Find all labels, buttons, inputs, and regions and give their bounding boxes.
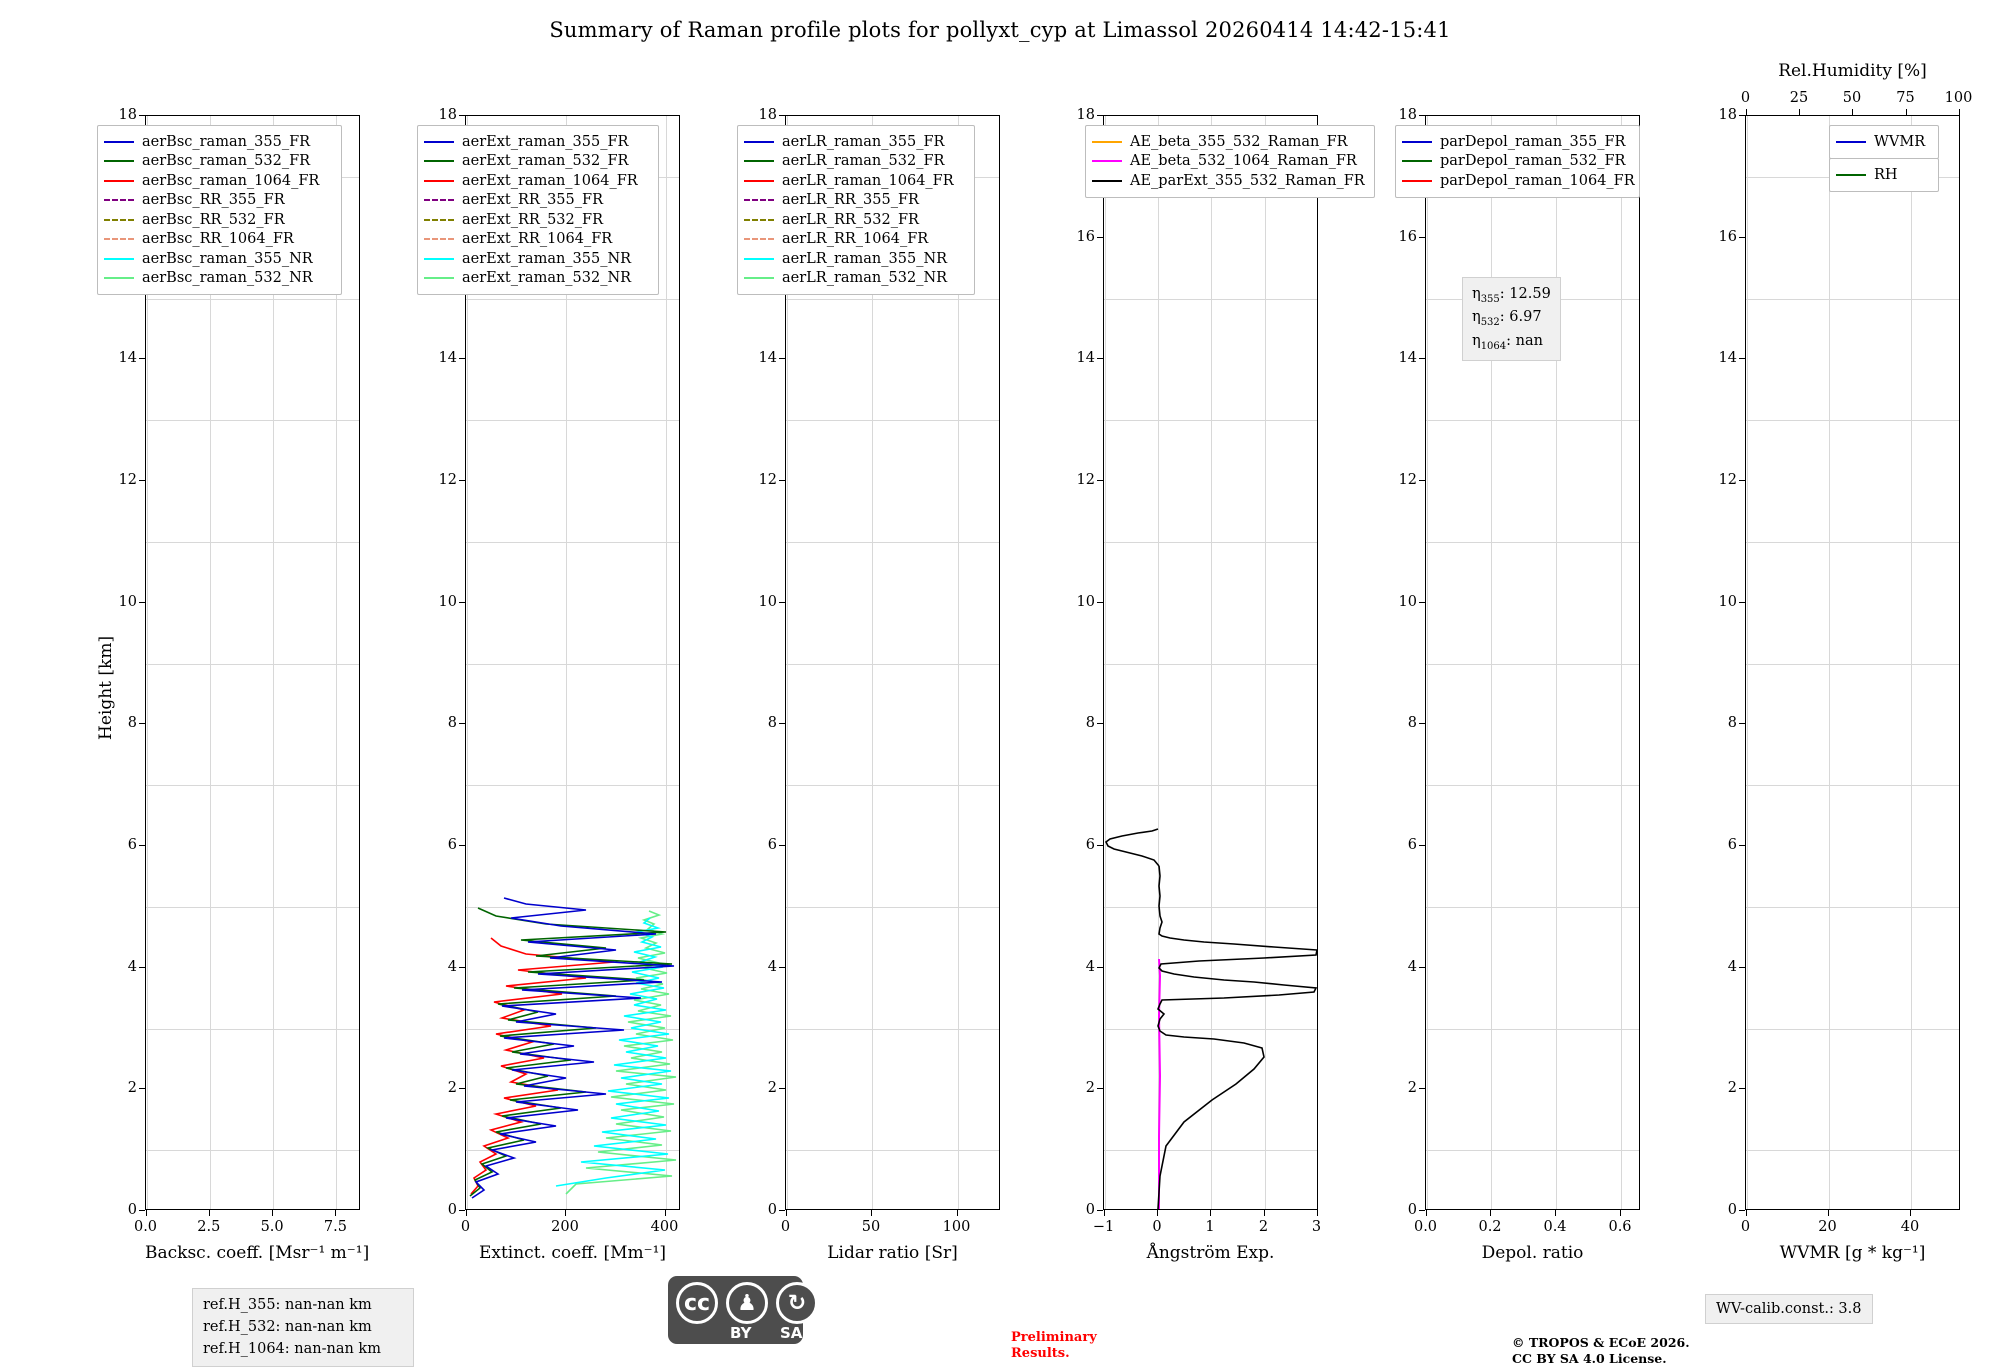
legend-item bbox=[1836, 132, 1930, 152]
y-tick: 8 bbox=[447, 715, 457, 732]
eta-values-box bbox=[1462, 277, 1561, 361]
y-tick: 18 bbox=[438, 107, 457, 123]
panel-extinction bbox=[438, 107, 680, 1263]
y-tick: 0 bbox=[1407, 1202, 1417, 1218]
legend-swatch bbox=[744, 180, 774, 182]
legend-swatch bbox=[104, 160, 134, 162]
legend-swatch bbox=[424, 160, 454, 162]
legend-label: aerLR_raman_355_NR bbox=[782, 250, 948, 267]
legend-label: parDepol_raman_1064_FR bbox=[1440, 172, 1635, 189]
x-tick-top: 75 bbox=[1896, 90, 1915, 106]
legend-swatch bbox=[104, 141, 134, 143]
copyright-note bbox=[1512, 1335, 1690, 1368]
legend-label: aerBsc_raman_532_FR bbox=[142, 153, 311, 169]
eta-532-sub: 532 bbox=[1480, 317, 1500, 329]
y-tick: 16 bbox=[1718, 228, 1737, 245]
legend-label: parDepol_raman_355_FR bbox=[1440, 133, 1626, 150]
y-tick: 2 bbox=[1085, 1080, 1095, 1097]
top-axis-label-rh: Rel.Humidity [%] bbox=[1778, 61, 1927, 81]
x-tick-top: 50 bbox=[1842, 90, 1862, 106]
eta-1064-sub: 1064 bbox=[1480, 340, 1507, 352]
y-tick: 4 bbox=[447, 958, 457, 975]
y-tick: 18 bbox=[1398, 107, 1417, 123]
legend-swatch bbox=[744, 258, 774, 260]
y-tick: 0 bbox=[1085, 1202, 1095, 1218]
legend-label: aerBsc_raman_355_FR bbox=[142, 133, 311, 150]
legend-item bbox=[104, 249, 333, 269]
x-tick-top: 0 bbox=[1740, 90, 1751, 106]
x-tick: 7.5 bbox=[323, 1219, 347, 1235]
legend-swatch bbox=[424, 238, 454, 240]
copyright-line-1: © TROPOS & ECoE 2026. bbox=[1512, 1335, 1690, 1350]
x-tick: 0.2 bbox=[1478, 1219, 1502, 1235]
y-tick: 14 bbox=[758, 350, 777, 367]
y-tick: 6 bbox=[1085, 837, 1095, 853]
legend-label: aerLR_RR_1064_FR bbox=[782, 231, 929, 247]
legend-swatch bbox=[744, 277, 774, 279]
y-tick: 12 bbox=[1718, 472, 1737, 488]
legend-item bbox=[104, 152, 333, 172]
legend-item bbox=[104, 230, 333, 250]
legend-lidar-ratio[interactable] bbox=[737, 125, 975, 295]
legend-item bbox=[104, 269, 333, 289]
eta-1064-row: $\eta_{1064}$: nan bbox=[1472, 332, 1543, 352]
legend-label: aerBsc_raman_355_NR bbox=[142, 250, 313, 267]
y-tick: 4 bbox=[1727, 958, 1737, 975]
legend-label: aerLR_raman_1064_FR bbox=[782, 172, 954, 189]
y-tick: 8 bbox=[1727, 715, 1737, 732]
legend-item bbox=[104, 171, 333, 191]
x-tick: 1 bbox=[1205, 1219, 1215, 1235]
y-tick: 8 bbox=[767, 715, 777, 732]
legend-label: aerExt_RR_532_FR bbox=[462, 211, 603, 228]
legend-swatch bbox=[744, 238, 774, 240]
legend-label: aerBsc_raman_1064_FR bbox=[142, 172, 320, 189]
legend-swatch bbox=[1402, 141, 1432, 143]
y-tick: 2 bbox=[447, 1080, 457, 1097]
x-tick: 0 bbox=[460, 1219, 471, 1235]
legend-label: aerBsc_RR_532_FR bbox=[142, 211, 285, 228]
panel-lidar-ratio bbox=[758, 107, 1000, 1263]
legend-item bbox=[744, 132, 966, 152]
legend-backscatter[interactable] bbox=[97, 125, 342, 295]
y-tick: 14 bbox=[1718, 350, 1737, 367]
y-tick: 14 bbox=[1398, 350, 1417, 367]
legend-swatch bbox=[424, 199, 454, 201]
x-tick: 5.0 bbox=[260, 1219, 284, 1235]
x-tick: 0.4 bbox=[1543, 1219, 1567, 1235]
x-tick: 200 bbox=[551, 1219, 579, 1235]
legend-item bbox=[744, 191, 966, 211]
x-axis-label-angstrom: Ångström Exp. bbox=[1146, 1243, 1275, 1263]
legend-item bbox=[744, 152, 966, 172]
wv-calib-box bbox=[1705, 1294, 1873, 1324]
legend-swatch bbox=[104, 238, 134, 240]
legend-item bbox=[424, 152, 650, 172]
legend-swatch bbox=[744, 160, 774, 162]
legend-swatch bbox=[104, 199, 134, 201]
y-tick: 2 bbox=[127, 1080, 137, 1097]
legend-swatch bbox=[424, 219, 454, 221]
legend-angstrom[interactable] bbox=[1085, 125, 1375, 198]
y-tick: 0 bbox=[447, 1202, 457, 1218]
cc-by-label: BY bbox=[730, 1324, 752, 1342]
legend-label: aerBsc_raman_532_NR bbox=[142, 270, 313, 286]
x-tick: 0.0 bbox=[133, 1219, 158, 1235]
y-tick: 0 bbox=[767, 1202, 777, 1218]
ref-h-1064: ref.H_1064: nan-nan km bbox=[203, 1340, 381, 1357]
y-tick: 12 bbox=[118, 472, 137, 488]
y-tick: 10 bbox=[758, 593, 777, 610]
cc-sa-label: SA bbox=[780, 1324, 803, 1342]
legend-swatch bbox=[744, 141, 774, 143]
y-tick: 18 bbox=[1718, 107, 1737, 123]
plot-area-angstrom bbox=[1103, 115, 1318, 1210]
legend-item bbox=[424, 210, 650, 230]
legend-swatch bbox=[1092, 160, 1122, 162]
y-tick: 6 bbox=[767, 837, 777, 853]
eta-532-row: $\eta_{532}$: 6.97 bbox=[1472, 309, 1542, 329]
y-tick: 8 bbox=[127, 715, 137, 732]
y-axis-label: Height [km] bbox=[96, 635, 116, 740]
x-tick: 3 bbox=[1311, 1219, 1322, 1235]
legend-item bbox=[1092, 152, 1366, 172]
legend-extinction[interactable] bbox=[417, 125, 659, 295]
y-tick: 0 bbox=[127, 1202, 137, 1218]
legend-label: aerExt_raman_355_NR bbox=[462, 250, 632, 267]
copyright-line-2: CC BY SA 4.0 License. bbox=[1512, 1351, 1667, 1367]
legend-label: aerLR_raman_355_FR bbox=[782, 133, 945, 150]
legend-swatch bbox=[104, 219, 134, 221]
legend-label: aerExt_raman_1064_FR bbox=[462, 172, 638, 189]
legend-label: AE_beta_355_532_Raman_FR bbox=[1130, 133, 1348, 150]
x-tick-top: 100 bbox=[1944, 90, 1973, 106]
legend-swatch bbox=[1402, 160, 1432, 162]
legend-item bbox=[424, 132, 650, 152]
y-tick: 12 bbox=[438, 472, 457, 488]
legend-item bbox=[1402, 171, 1635, 191]
y-tick: 4 bbox=[767, 958, 777, 975]
legend-label: AE_parExt_355_532_Raman_FR bbox=[1130, 172, 1365, 189]
panel-backscatter bbox=[118, 107, 370, 1263]
legend-item bbox=[424, 249, 650, 269]
legend-swatch bbox=[104, 277, 134, 279]
legend-item bbox=[424, 230, 650, 250]
panel-wvmr bbox=[1718, 61, 1973, 1263]
x-tick: 20 bbox=[1818, 1219, 1837, 1235]
legend-label: aerExt_RR_355_FR bbox=[462, 192, 603, 208]
legend-item bbox=[1092, 171, 1366, 191]
x-tick: 0 bbox=[780, 1219, 791, 1235]
legend-label: AE_beta_532_1064_Raman_FR bbox=[1130, 153, 1357, 169]
reference-height-box bbox=[192, 1288, 414, 1367]
y-tick: 6 bbox=[127, 837, 137, 853]
legend-swatch bbox=[744, 199, 774, 201]
y-tick: 14 bbox=[1076, 350, 1095, 367]
x-tick: 50 bbox=[861, 1219, 881, 1235]
ref-h-355: ref.H_355: nan-nan km bbox=[203, 1297, 372, 1313]
preliminary-line-2: Results. bbox=[1011, 1346, 1070, 1362]
panel-angstrom bbox=[1076, 107, 1365, 1263]
x-tick: 100 bbox=[942, 1219, 971, 1235]
y-tick: 6 bbox=[447, 837, 457, 853]
legend-swatch bbox=[424, 180, 454, 182]
cc-license-badge[interactable] bbox=[668, 1276, 807, 1344]
y-tick: 16 bbox=[1398, 228, 1417, 245]
y-tick: 12 bbox=[1076, 472, 1095, 488]
y-tick: 18 bbox=[118, 107, 137, 123]
x-tick: 40 bbox=[1900, 1219, 1920, 1235]
y-tick: 4 bbox=[1085, 958, 1095, 975]
y-tick: 10 bbox=[1076, 593, 1095, 610]
eta-355-sub: 355 bbox=[1480, 293, 1500, 305]
x-axis-label-extinction: Extinct. coeff. [Mm⁻¹] bbox=[478, 1243, 667, 1263]
y-tick: 6 bbox=[1407, 837, 1417, 853]
y-tick: 4 bbox=[1407, 958, 1417, 975]
x-tick: −1 bbox=[1092, 1219, 1115, 1235]
legend-item bbox=[744, 269, 966, 289]
legend-label: parDepol_raman_532_FR bbox=[1440, 153, 1626, 169]
x-tick: 400 bbox=[650, 1219, 679, 1235]
legend-item bbox=[1836, 165, 1930, 185]
y-tick: 2 bbox=[767, 1080, 777, 1097]
legend-item bbox=[424, 269, 650, 289]
legend-item bbox=[1402, 132, 1631, 152]
eta-1064-value: nan bbox=[1515, 332, 1543, 349]
x-axis-label-wvmr: WVMR [g * kg⁻¹] bbox=[1779, 1243, 1926, 1263]
y-tick: 12 bbox=[758, 472, 777, 488]
legend-item bbox=[104, 132, 333, 152]
legend-item bbox=[1402, 152, 1631, 172]
legend-item bbox=[744, 249, 966, 269]
x-tick: 0 bbox=[1740, 1219, 1751, 1235]
legend-label: aerExt_raman_532_NR bbox=[462, 270, 632, 286]
legend-swatch bbox=[1836, 141, 1866, 143]
legend-label: aerBsc_RR_355_FR bbox=[142, 192, 285, 208]
legend-swatch bbox=[1092, 141, 1122, 143]
legend-label: aerExt_raman_355_FR bbox=[462, 133, 629, 150]
y-tick: 10 bbox=[1718, 593, 1737, 610]
cc-icon-text: cc bbox=[683, 1290, 711, 1316]
eta-355-value: 12.59 bbox=[1509, 286, 1551, 302]
page-title: Summary of Raman profile plots for pollyxt_cyp at Limassol 20260414 14:42-15:41 bbox=[549, 18, 1451, 42]
legend-swatch bbox=[104, 258, 134, 260]
ref-h-532: ref.H_532: nan-nan km bbox=[203, 1318, 372, 1335]
legend-swatch bbox=[1402, 180, 1432, 182]
y-tick: 2 bbox=[1407, 1080, 1417, 1097]
y-tick: 12 bbox=[1398, 472, 1417, 488]
x-axis-label-lidar-ratio: Lidar ratio [Sr] bbox=[827, 1243, 958, 1263]
legend-label: WVMR bbox=[1874, 133, 1926, 150]
legend-label: aerExt_RR_1064_FR bbox=[462, 231, 613, 247]
y-tick: 0 bbox=[1727, 1202, 1737, 1218]
legend-item bbox=[744, 230, 966, 250]
legend-item bbox=[424, 171, 650, 191]
y-tick: 18 bbox=[758, 107, 777, 123]
cc-icon bbox=[676, 1282, 718, 1324]
legend-swatch bbox=[424, 277, 454, 279]
legend-label: RH bbox=[1874, 166, 1898, 183]
preliminary-results-note bbox=[1011, 1330, 1097, 1363]
legend-label: aerLR_raman_532_NR bbox=[782, 270, 948, 286]
y-tick: 16 bbox=[1076, 228, 1095, 245]
y-tick: 14 bbox=[118, 350, 137, 367]
legend-rh[interactable] bbox=[1829, 158, 1939, 192]
legend-item bbox=[744, 171, 966, 191]
y-tick: 10 bbox=[438, 593, 457, 610]
x-axis-label-backscatter: Backsc. coeff. [Msr⁻¹ m⁻¹] bbox=[145, 1243, 370, 1263]
y-tick: 4 bbox=[127, 958, 137, 975]
y-tick: 2 bbox=[1727, 1080, 1737, 1097]
preliminary-line-1: Preliminary bbox=[1011, 1330, 1097, 1345]
x-tick: 0 bbox=[1152, 1219, 1162, 1235]
y-tick: 10 bbox=[1398, 593, 1417, 610]
angstrom-curves bbox=[1104, 116, 1318, 1210]
legend-item bbox=[1092, 132, 1366, 152]
y-tick: 8 bbox=[1085, 715, 1095, 732]
x-tick: 0.0 bbox=[1413, 1219, 1438, 1235]
legend-wvmr[interactable] bbox=[1829, 125, 1939, 159]
y-tick: 10 bbox=[118, 593, 137, 610]
x-tick: 2.5 bbox=[197, 1219, 221, 1235]
eta-532-value: 6.97 bbox=[1509, 309, 1542, 326]
sa-icon: ↻ bbox=[776, 1282, 818, 1324]
legend-item bbox=[104, 191, 333, 211]
legend-item bbox=[424, 191, 650, 211]
y-tick: 6 bbox=[1727, 837, 1737, 853]
x-tick: 0.6 bbox=[1608, 1219, 1632, 1235]
x-tick: 2 bbox=[1258, 1219, 1269, 1235]
legend-swatch bbox=[744, 219, 774, 221]
eta-355-row: $\eta_{355}$: 12.59 bbox=[1472, 286, 1551, 305]
legend-item bbox=[104, 210, 333, 230]
y-tick: 8 bbox=[1407, 715, 1417, 732]
legend-label: aerLR_RR_355_FR bbox=[782, 192, 919, 208]
by-icon: ♟ bbox=[726, 1282, 768, 1324]
legend-item bbox=[744, 210, 966, 230]
y-tick: 18 bbox=[1076, 107, 1095, 123]
legend-swatch bbox=[1092, 180, 1122, 182]
legend-depol-ratio[interactable] bbox=[1395, 125, 1640, 198]
x-tick-top: 25 bbox=[1789, 90, 1809, 106]
y-tick: 14 bbox=[438, 350, 457, 367]
plot-area-wvmr bbox=[1745, 115, 1960, 1210]
legend-label: aerBsc_RR_1064_FR bbox=[142, 231, 294, 247]
legend-swatch bbox=[104, 180, 134, 182]
legend-swatch bbox=[424, 141, 454, 143]
legend-swatch bbox=[1836, 174, 1866, 176]
legend-swatch bbox=[424, 258, 454, 260]
legend-label: aerLR_RR_532_FR bbox=[782, 211, 919, 228]
legend-label: aerLR_raman_532_FR bbox=[782, 153, 945, 169]
x-axis-label-depol-ratio: Depol. ratio bbox=[1481, 1243, 1584, 1263]
legend-label: aerExt_raman_532_FR bbox=[462, 153, 629, 169]
wv-calib-text: WV-calib.const.: 3.8 bbox=[1716, 1301, 1862, 1317]
